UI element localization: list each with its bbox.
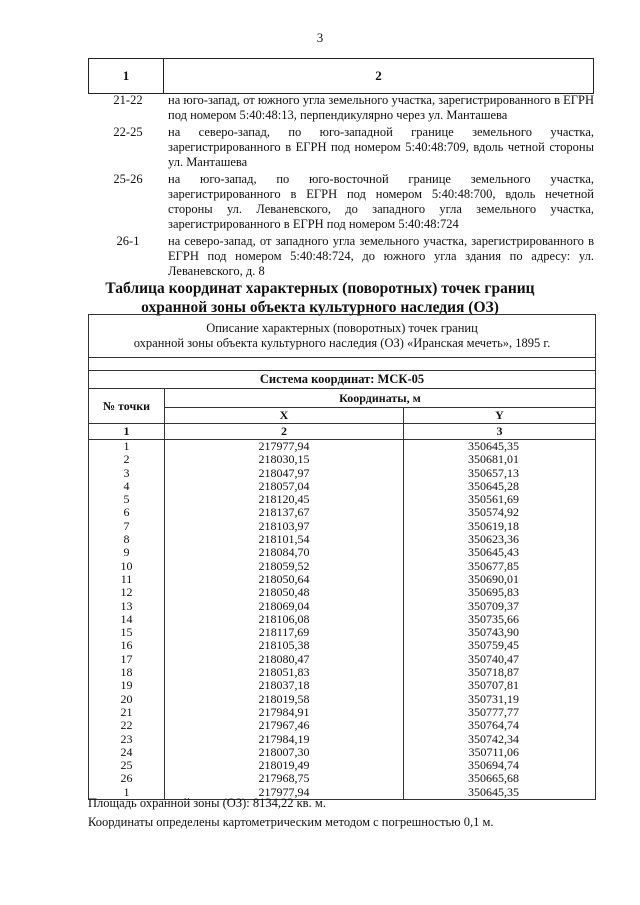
y-coordinate: 350645,35 — [404, 440, 596, 454]
coordinate-row — [89, 626, 596, 639]
x-coordinate: 217984,19 — [165, 733, 404, 746]
y-coordinate: 350735,66 — [404, 613, 596, 626]
y-coordinate: 350711,06 — [404, 746, 596, 759]
x-coordinate: 218059,52 — [165, 560, 404, 573]
x-coordinate: 217984,91 — [165, 706, 404, 719]
x-coordinate: 217967,46 — [165, 719, 404, 732]
y-coordinate: 350619,18 — [404, 520, 596, 533]
y-coordinate: 350718,87 — [404, 666, 596, 679]
coordinate-row — [89, 666, 596, 679]
boundary-description-table — [88, 58, 594, 94]
point-number: 9 — [89, 546, 165, 559]
boundary-segment-row — [88, 93, 598, 123]
point-number: 20 — [89, 693, 165, 706]
point-number: 6 — [89, 506, 165, 519]
coordinates-table-title — [0, 279, 640, 317]
boundary-segment-row — [88, 172, 598, 232]
x-coordinate: 218080,47 — [165, 653, 404, 666]
point-number: 17 — [89, 653, 165, 666]
column-header-1: 1 — [89, 59, 164, 94]
segment-id: 21-22 — [113, 93, 143, 107]
y-coordinate: 350645,28 — [404, 480, 596, 493]
x-coordinate: 217977,94 — [165, 440, 404, 454]
point-number: 10 — [89, 560, 165, 573]
coordinate-row — [89, 480, 596, 493]
segment-id: 25-26 — [113, 172, 143, 186]
x-coordinate: 218069,04 — [165, 600, 404, 613]
coordinate-rows — [89, 440, 596, 800]
x-coordinate: 217968,75 — [165, 772, 404, 785]
coordinate-row — [89, 453, 596, 466]
coordinate-row — [89, 520, 596, 533]
x-coordinate: 218106,08 — [165, 613, 404, 626]
y-coordinate: 350665,68 — [404, 772, 596, 785]
column-index-1: 1 — [89, 424, 165, 440]
y-coordinate: 350657,13 — [404, 467, 596, 480]
coordinate-row — [89, 679, 596, 692]
point-number: 21 — [89, 706, 165, 719]
coordinate-row — [89, 560, 596, 573]
point-number: 3 — [89, 467, 165, 480]
y-coordinate: 350759,45 — [404, 639, 596, 652]
x-coordinate: 218120,45 — [165, 493, 404, 506]
y-coordinate: 350764,74 — [404, 719, 596, 732]
x-header: X — [165, 408, 404, 424]
point-number: 5 — [89, 493, 165, 506]
segment-description: на северо-запад, по юго-западной границе земельного участка, зарегистрированного в ЕГРН под номером 5:40:48:709, вдоль четной стороны ул. Манташева — [168, 125, 594, 169]
x-coordinate: 218057,04 — [165, 480, 404, 493]
caption-line-1: Описание характерных (поворотных) точек границ — [206, 321, 478, 335]
x-coordinate: 218137,67 — [165, 506, 404, 519]
caption-line-2: охранной зоны объекта культурного наследия (ОЗ) «Иранская мечеть», 1895 г. — [133, 336, 551, 350]
coordinates-header: Координаты, м — [165, 389, 596, 408]
point-number: 23 — [89, 733, 165, 746]
boundary-description-rows — [88, 93, 598, 281]
coordinate-row — [89, 586, 596, 599]
coordinate-row — [89, 653, 596, 666]
point-number: 24 — [89, 746, 165, 759]
point-number: 16 — [89, 639, 165, 652]
point-number: 4 — [89, 480, 165, 493]
x-coordinate: 218019,49 — [165, 759, 404, 772]
x-coordinate: 218105,38 — [165, 639, 404, 652]
coordinate-row — [89, 613, 596, 626]
segment-description: на юго-запад, от южного угла земельного участка, зарегистрированного в ЕГРН под номером 5:40:48:13, перпендикулярно через ул. Манташева — [168, 93, 594, 122]
x-coordinate: 218051,83 — [165, 666, 404, 679]
y-coordinate: 350695,83 — [404, 586, 596, 599]
coordinate-row — [89, 772, 596, 785]
x-coordinate: 218047,97 — [165, 467, 404, 480]
page-number: 3 — [316, 30, 324, 45]
coordinate-row — [89, 706, 596, 719]
point-number: 8 — [89, 533, 165, 546]
y-coordinate: 350677,85 — [404, 560, 596, 573]
point-number: 1 — [89, 440, 165, 454]
boundary-segment-row — [88, 234, 598, 279]
y-coordinate: 350623,36 — [404, 533, 596, 546]
title-line-2: охранной зоны объекта культурного наследия (ОЗ) — [141, 299, 499, 316]
segment-id: 26-1 — [116, 234, 140, 248]
column-header-2: 2 — [164, 59, 594, 94]
footer-notes — [88, 794, 494, 832]
y-header: Y — [404, 408, 596, 424]
coordinate-row — [89, 573, 596, 586]
boundary-segment-row — [88, 125, 598, 170]
point-number: 22 — [89, 719, 165, 732]
y-coordinate: 350743,90 — [404, 626, 596, 639]
column-index-3: 3 — [404, 424, 596, 440]
coordinate-row — [89, 546, 596, 559]
point-number: 11 — [89, 573, 165, 586]
segment-description: на юго-запад, по юго-восточной границе земельного участка, зарегистрированного в ЕГРН под номером 5:40:48:700, вдоль нечетной стороны ул. Леваневского, до западного угла земельного участка, зарегистрированного в ЕГРН под номером 5:40:48:724 — [168, 172, 594, 231]
y-coordinate: 350731,19 — [404, 693, 596, 706]
coordinate-row — [89, 759, 596, 772]
coordinate-row — [89, 639, 596, 652]
point-number: 26 — [89, 772, 165, 785]
y-coordinate: 350742,34 — [404, 733, 596, 746]
title-line-1: Таблица координат характерных (поворотных) точек границ — [105, 280, 535, 297]
y-coordinate: 350645,43 — [404, 546, 596, 559]
point-number: 1 — [89, 786, 165, 800]
x-coordinate: 217977,94 — [165, 786, 404, 800]
x-coordinate: 218037,18 — [165, 679, 404, 692]
x-coordinate: 218103,97 — [165, 520, 404, 533]
coordinate-row — [89, 600, 596, 613]
point-number: 18 — [89, 666, 165, 679]
y-coordinate: 350645,35 — [404, 786, 596, 800]
coordinates-table — [88, 314, 596, 800]
point-number: 12 — [89, 586, 165, 599]
table-caption — [89, 315, 596, 358]
measurement-method: Координаты определены картометрическим методом с погрешностью 0,1 м. — [88, 815, 494, 829]
point-number: 7 — [89, 520, 165, 533]
x-coordinate: 218101,54 — [165, 533, 404, 546]
y-coordinate: 350709,37 — [404, 600, 596, 613]
point-number: 2 — [89, 453, 165, 466]
y-coordinate: 350707,81 — [404, 679, 596, 692]
x-coordinate: 218007,30 — [165, 746, 404, 759]
y-coordinate: 350574,92 — [404, 506, 596, 519]
coordinate-row — [89, 493, 596, 506]
y-coordinate: 350681,01 — [404, 453, 596, 466]
y-coordinate: 350561,69 — [404, 493, 596, 506]
point-number-header: № точки — [89, 389, 165, 424]
x-coordinate: 218030,15 — [165, 453, 404, 466]
y-coordinate: 350690,01 — [404, 573, 596, 586]
column-index-2: 2 — [165, 424, 404, 440]
x-coordinate: 218050,48 — [165, 586, 404, 599]
y-coordinate: 350694,74 — [404, 759, 596, 772]
coordinate-row — [89, 506, 596, 519]
x-coordinate: 218050,64 — [165, 573, 404, 586]
coordinate-row — [89, 467, 596, 480]
point-number: 14 — [89, 613, 165, 626]
coordinate-row — [89, 719, 596, 732]
point-number: 25 — [89, 759, 165, 772]
coordinate-row — [89, 746, 596, 759]
point-number: 15 — [89, 626, 165, 639]
y-coordinate: 350777,77 — [404, 706, 596, 719]
coordinate-row — [89, 533, 596, 546]
x-coordinate: 218019,58 — [165, 693, 404, 706]
x-coordinate: 218084,70 — [165, 546, 404, 559]
point-number: 19 — [89, 679, 165, 692]
coordinate-row — [89, 733, 596, 746]
protection-zone-area: Площадь охранной зоны (ОЗ): 8134,22 кв. м. — [88, 796, 326, 810]
spacer — [89, 358, 596, 371]
coordinate-row — [89, 693, 596, 706]
y-coordinate: 350740,47 — [404, 653, 596, 666]
coordinate-row — [89, 440, 596, 454]
segment-id: 22-25 — [113, 125, 143, 139]
x-coordinate: 218117,69 — [165, 626, 404, 639]
coordinate-system: Система координат: МСК-05 — [89, 371, 596, 389]
point-number: 13 — [89, 600, 165, 613]
segment-description: на северо-запад, от западного угла земельного участка, зарегистрированного в ЕГРН под номером 5:40:48:724, до южного угла здания по адресу: ул. Леваневского, д. 8 — [168, 234, 594, 278]
